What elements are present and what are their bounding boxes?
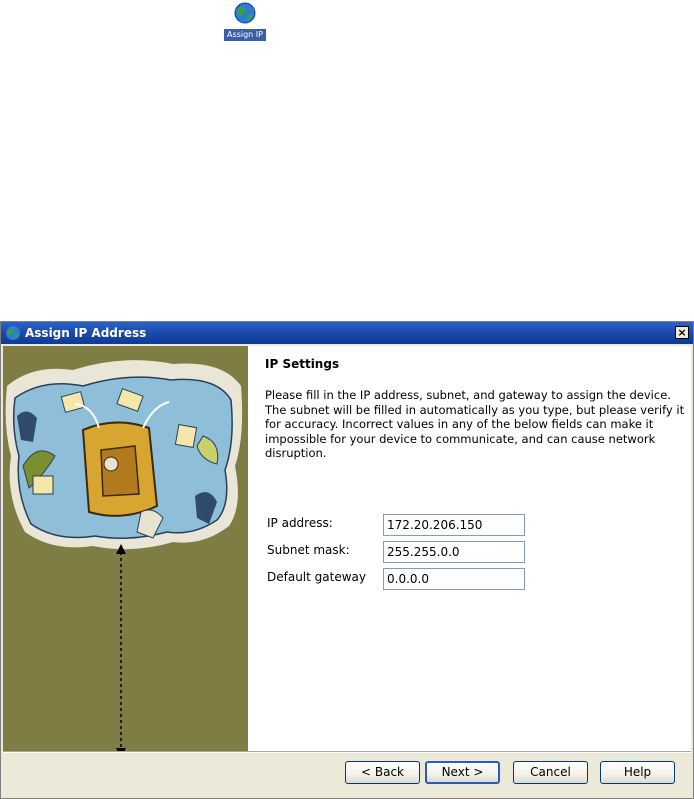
default-gateway-label: Default gateway xyxy=(267,570,366,584)
page-heading: IP Settings xyxy=(265,357,340,371)
subnet-mask-label: Subnet mask: xyxy=(267,543,350,557)
cancel-button[interactable]: Cancel xyxy=(513,761,588,784)
next-button[interactable]: Next > xyxy=(425,761,500,784)
title-bar[interactable] xyxy=(1,322,693,344)
instructions-text: Please fill in the IP address, subnet, and gateway to assign the device. The subnet will be filled in automatically as you type, but please verify it for accuracy. Incorrect values in any of the below fields can make it impossible for your device to communicate, and can cause network disruption. xyxy=(265,388,685,460)
help-button[interactable]: Help xyxy=(600,761,675,784)
button-separator xyxy=(3,751,691,753)
wizard-content xyxy=(248,346,691,751)
subnet-mask-field[interactable] xyxy=(383,541,525,563)
globe-network-icon xyxy=(5,325,21,341)
dialog-title: Assign IP Address xyxy=(25,326,147,340)
desktop-assign-ip-shortcut[interactable] xyxy=(224,2,266,42)
assign-ip-dialog xyxy=(0,321,694,799)
ip-address-field[interactable] xyxy=(383,514,525,536)
desktop-icon-label: Assign IP xyxy=(224,29,266,41)
wizard-art-panel xyxy=(3,346,248,751)
back-button[interactable]: < Back xyxy=(345,761,420,784)
close-icon: × xyxy=(677,326,687,339)
ip-address-label: IP address: xyxy=(267,516,333,530)
default-gateway-field[interactable] xyxy=(383,568,525,590)
globe-network-icon xyxy=(234,2,256,24)
wizard-illustration xyxy=(3,346,248,751)
close-button[interactable] xyxy=(675,326,689,339)
